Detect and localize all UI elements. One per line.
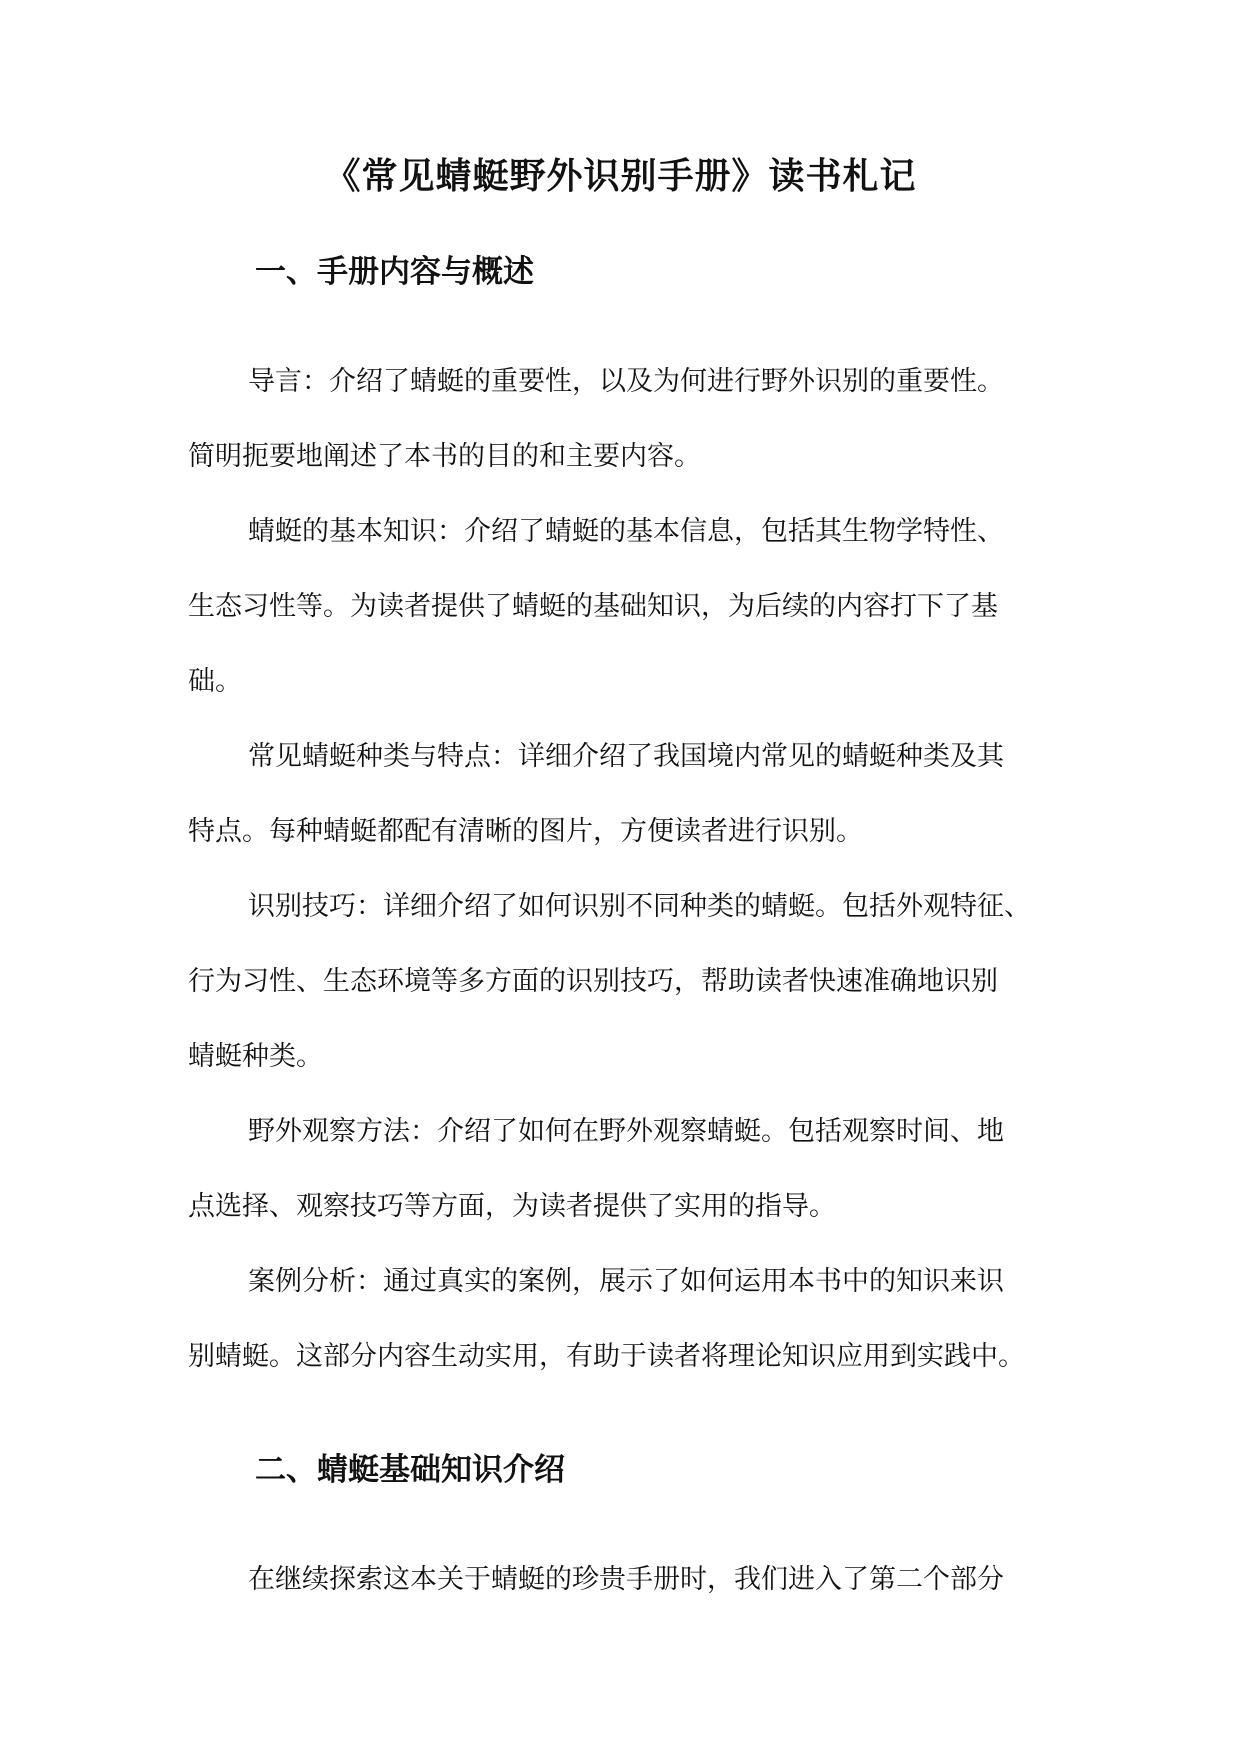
paragraph-line: 野外观察方法：介绍了如何在野外观察蜻蜓。包括观察时间、地: [248, 1116, 1004, 1147]
paragraph-line: 简明扼要地阐述了本书的目的和主要内容。: [188, 441, 701, 472]
paragraph-line: 础。: [188, 666, 242, 697]
paragraph-line: 常见蜻蜓种类与特点：详细介绍了我国境内常见的蜻蜓种类及其: [248, 741, 1004, 772]
paragraph-line: 点选择、观察技巧等方面，为读者提供了实用的指导。: [188, 1191, 836, 1222]
paragraph-line: 识别技巧：详细介绍了如何识别不同种类的蜻蜓。包括外观特征、: [248, 891, 1031, 922]
section-heading-2: 二、蜻蜓基础知识介绍: [255, 1452, 565, 1488]
paragraph-line: 行为习性、生态环境等多方面的识别技巧，帮助读者快速准确地识别: [188, 966, 998, 997]
paragraph-line: 蜻蜓种类。: [188, 1041, 323, 1072]
paragraph-line: 在继续探索这本关于蜻蜓的珍贵手册时，我们进入了第二个部分: [248, 1564, 1004, 1595]
paragraph-line: 导言：介绍了蜻蜓的重要性，以及为何进行野外识别的重要性。: [248, 366, 1004, 397]
paragraph-line: 别蜻蜓。这部分内容生动实用，有助于读者将理论知识应用到实践中。: [188, 1341, 1025, 1372]
section-heading-1: 一、手册内容与概述: [255, 254, 534, 290]
document-title: 《常见蜻蜓野外识别手册》读书札记: [324, 155, 917, 197]
paragraph-line: 生态习性等。为读者提供了蜻蜓的基础知识，为后续的内容打下了基: [188, 591, 998, 622]
paragraph-line: 特点。每种蜻蜓都配有清晰的图片，方便读者进行识别。: [188, 816, 863, 847]
paragraph-line: 蜻蜓的基本知识：介绍了蜻蜓的基本信息，包括其生物学特性、: [248, 516, 1004, 547]
paragraph-line: 案例分析：通过真实的案例，展示了如何运用本书中的知识来识: [248, 1266, 1004, 1297]
